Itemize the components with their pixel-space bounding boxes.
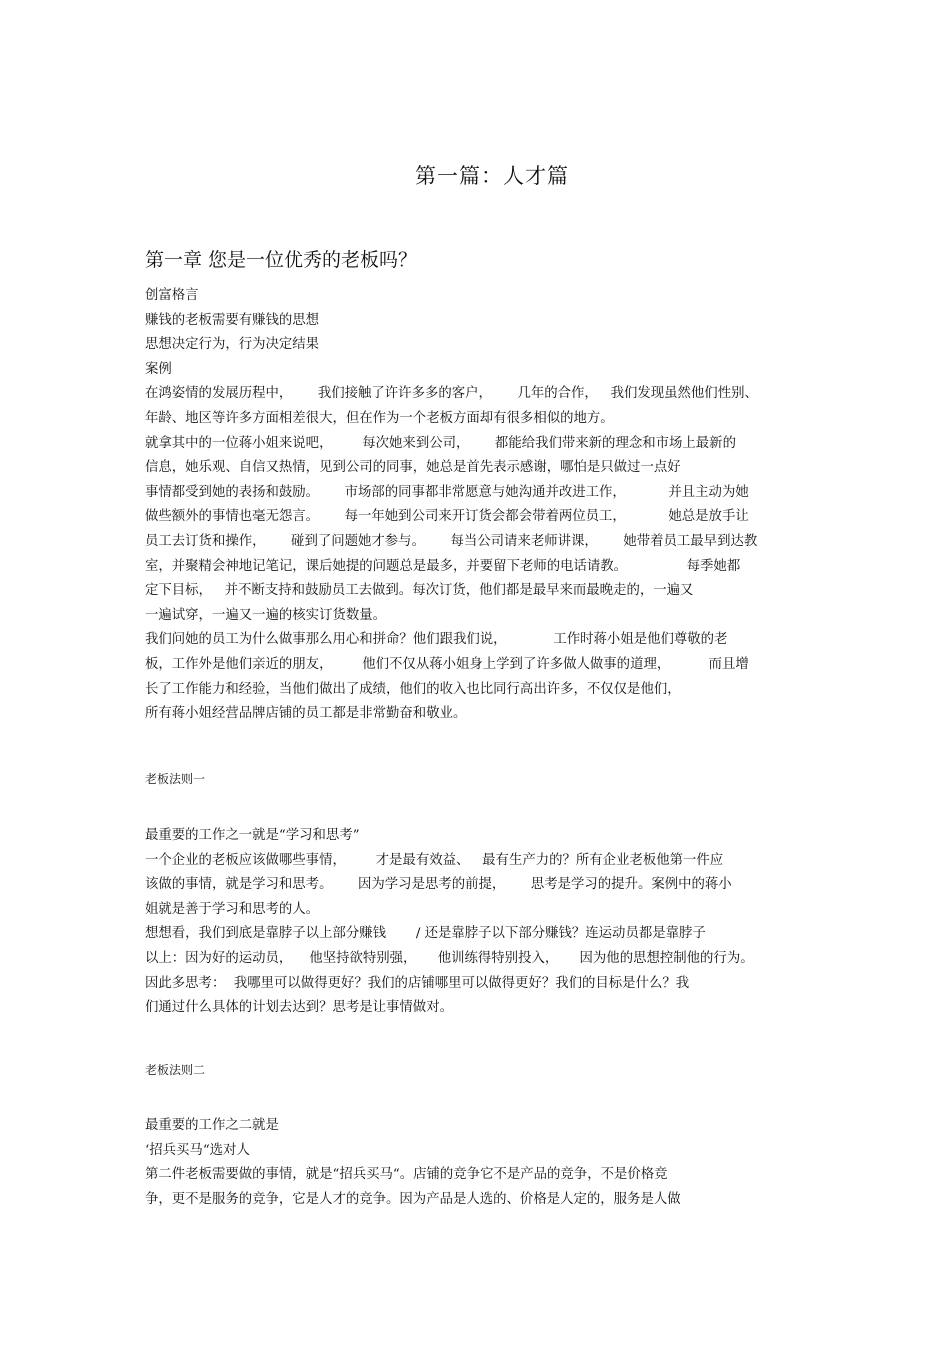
text-line: 信息，她乐观、自信又热情，见到公司的同事，她总是首先表示感谢，哪怕是只做过一点好 (145, 460, 681, 476)
text-line: 们通过什么具体的计划去达到？思考是让事情做对。 (145, 1000, 453, 1016)
text-line: 因此多思考： 我哪里可以做得更好？我们的店铺哪里可以做得更好？我们的目标是什么？我 (145, 975, 690, 991)
text-line: 想想看，我们到底是靠脖子以上部分赚钱 / 还是靠脖子以下部分赚钱？连运动员都是靠脖子 (145, 926, 706, 942)
text-line: 员工去订货和操作， 碰到了问题她才参与。 每当公司请来老师讲课， 她带着员工最早到达教 (145, 534, 758, 549)
text-line: 一个企业的老板应该做哪些事情， 才是最有效益、 最有生产力的？所有企业老板他第一件应 (145, 852, 724, 868)
part-title: 第一篇：人才篇 (415, 164, 569, 188)
text-line: 一遍试穿，一遍又一遍的核实订货数量。 (145, 607, 387, 623)
chapter-heading: 第一章 您是一位优秀的老板吗？ (145, 249, 418, 271)
text-line: ‘招兵买马“选对人 (145, 1142, 250, 1158)
text-line: 以上：因为好的运动员， 他坚持欲特别强， 他训练得特别投入， 因为他的思想控制他的行为。 (145, 951, 754, 966)
text-line: 就拿其中的一位蒋小姐来说吧， 每次她来到公司， 都能给我们带来新的理念和市场上最新的 (145, 435, 736, 451)
text-line: 事情都受到她的表扬和鼓励。 市场部的同事都非常愿意与她沟通并改进工作， 并且主动为她 (145, 484, 749, 500)
text-line: 板，工作外是他们亲近的朋友， 他们不仅从蒋小姐身上学到了许多做人做事的道理， 而且增 (145, 657, 749, 672)
text-line: 年龄、地区等许多方面相差很大，但在作为一个老板方面却有很多相似的地方。 (145, 411, 614, 426)
text-line: 定下目标， 并不断支持和鼓励员工去做到。每次订货，他们都是最早来而最晚走的，一遍又 (145, 583, 694, 599)
text-line: 我们问她的员工为什么做事那么用心和拼命？他们跟我们说， 工作时蒋小姐是他们尊敬的老 (145, 632, 728, 648)
text-line: 最重要的工作之二就是 (145, 1118, 279, 1133)
text-line: 赚钱的老板需要有赚钱的思想 (145, 312, 320, 328)
text-line: 做些额外的事情也毫无怨言。 每一年她到公司来开订货会都会带着两位员工， 她总是放手让 (145, 509, 749, 525)
text-line: 姐就是善于学习和思考的人。 (145, 901, 320, 917)
text-line: 室，并聚精会神地记笔记，课后她提的问题总是最多，并要留下老师的电话请教。 每季她都 (145, 558, 741, 574)
rule-two-heading: 老板法则二 (145, 1063, 206, 1077)
text-line: 该做的事情，就是学习和思考。 因为学习是思考的前提， 思考是学习的提升。案例中的蒋小 (145, 877, 732, 893)
text-line: 思想决定行为，行为决定结果 (145, 337, 320, 353)
rule-one-heading: 老板法则一 (145, 772, 206, 786)
text-line: 案例 (145, 361, 172, 377)
text-line: 第二件老板需要做的事情，就是“招兵买马“。店铺的竞争它不是产品的竞争，不是价格竞 (145, 1167, 668, 1183)
text-line: 最重要的工作之一就是“学习和思考” (145, 828, 360, 843)
text-line: 争，更不是服务的竞争，它是人才的竞争。因为产品是人选的、价格是人定的，服务是人做 (145, 1191, 681, 1207)
text-line: 所有蒋小姐经营品牌店铺的员工都是非常勤奋和敬业。 (145, 706, 467, 722)
text-line: 长了工作能力和经验，当他们做出了成绩，他们的收入也比同行高出许多，不仅仅是他们， (145, 681, 681, 697)
text-line: 创富格言 (145, 288, 199, 303)
text-line: 在鸿姿情的发展历程中， 我们接触了许许多多的客户， 几年的合作， 我们发现虽然他们性别、 (145, 386, 758, 402)
